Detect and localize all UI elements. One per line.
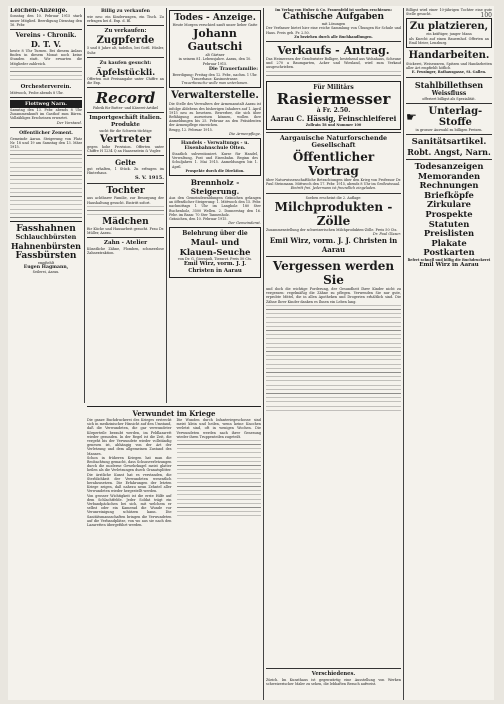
page-number: 100 [480,12,492,19]
belehrung-publisher: Emil Wirz, vorm. J. J. Christen in Aarau [183,261,247,275]
print-list-item: Briefköpfe [424,189,474,200]
zugpferde-text: 5 und 8 Jahre alt, tadellos, bei Gottl. Hüsler, Suhr. [87,46,164,55]
print-list-item: Rechnungen [419,180,479,191]
wirz-line: Emil Wirz, vorm. J. J. Christen in Aarau [269,236,398,255]
article-p1: Die ganze Buchdruckerei des Krieges erstreckt sich in medizinischer Hinsicht auf den Umstand, daß die Verwundeten, die gar verwundeter Körperteile beraubt werden, im Feldlazarett wieder gesunden. In der Regel ist die Zeit, die vergeht bis der Verwundete wieder vollständig genesen ist, abhängig von der Art der Verletzung und dem allgemeinen Zustand des Mannes. [87,418,172,456]
newspaper-page [8,6,494,700]
print-list-signature: Emil Wirz in Aarau [419,262,479,269]
rasier-price: à Fr. 2.50. [316,106,351,114]
column-1 [10,8,82,698]
fasshahnen-4: Fassbürsten [15,250,77,261]
print-list-item: Preislisten [423,228,475,239]
billig-text: wie neu: ein Kinderwagen, ein Tisch. Zu erfragen bei d. Exp. d. Bl. [87,15,164,24]
orchester-title: Orchesterverein. [20,83,72,90]
verg-text: und doch die wichtige Forderung, der Gesundheit Ihrer Kinder nicht zu vergessen: regelmäßig die Zähne zu pflegen. Verwenden Sie nur gute, erprobte Mittel, die in allen Apotheken und Drogerien erhältlich sind. Die Zähne Ihrer Kinder danken es Ihnen ein Leben lang. [266,287,401,304]
print-list [406,162,492,258]
milch-title: Milchprodukten - Zölle [274,199,393,228]
column-rule [84,8,85,403]
unterlag-text: in grosser Auswahl zu billigen Preisen. [415,127,483,132]
print-list-item: Prospekte [425,209,473,219]
sanit-signature: Robt. Angst, Narn. [407,147,491,158]
print-list-note: liefert schnell und billig die Buchdruckerei [407,257,491,262]
todes-intro: Heute Morgen verschied sanft unser lieber Gatte [172,23,258,27]
natur-title: Aargauische Naturforschende Gesellschaft [279,133,388,150]
rasier-title: Rasiermesser [276,89,391,108]
print-list-item: Plakate [431,237,467,248]
rasier-box [266,81,401,130]
flotte-title: Flottweg Narn. [10,100,82,108]
oeff-text: über Naturwissenschaftliche Betrachtungen über den Krieg von Professor Dr. Paul Steinmann. Mittwoch den 17. Febr. 1915, abends 8 Uhr im Großratssaal. [266,178,401,187]
offen-title: Offentlicher Zement. [19,130,73,136]
column-rule [403,8,404,700]
trauer-note: Trauerbesuche wolle man unterlassen. [181,81,249,86]
platz-sub: ein kräftiger, junger Mann [426,32,472,37]
record-sub: Fabrik für Butter- und Käserei-Artikel [93,106,158,111]
print-list-item: Zirkulare [427,199,471,210]
vers-title: Verschiedenes. [311,671,356,677]
cath-sub: mit Lösungen [321,22,346,27]
stahl-text: offeriert billigst als Spezialität. [422,96,476,101]
belehrung-text: von Dr. G. Giovanoli, Tierarzt. Preis 50 Cts. [177,257,253,262]
oeff-note: Eintritt frei. Jedermann ist freundlich eingeladen. [290,186,377,191]
import-text: sucht für die Schweiz tüchtige [99,129,152,134]
billig-title: Billig zu verkaufen [101,9,150,14]
zahn-text: Künstliche Zähne, Plomben, schmerzlose Zahnextraktion. [87,247,164,256]
todes-title: Todes - Anzeige. [174,13,256,23]
article-body [87,418,261,527]
fasshahnen-2: Schlauchbürsten [15,233,77,242]
stahl-title: Stahlbillethsen [414,79,484,90]
vertreter-heading: Vertreter [100,133,151,145]
column-5 [406,8,492,698]
fasshahnen-6: Eugen Hagmann, [23,265,69,271]
record-logo: Record [95,89,156,108]
maedchen-text: für Küche und Hausarbeit gesucht. Frau Dr. Müller, Aarau. [87,226,164,236]
militaer-line: Für Militärs [313,83,354,91]
belehrung-title: Belehrung über die [182,230,248,238]
fasshahnen-7: Seilerei, Aarau. [32,270,60,275]
column-4 [266,8,401,698]
handel-note: Prospekte durch die Direktion. [185,168,245,173]
hand-signature: E. Feusinger, Rathausgasse, St. Gallen. [411,70,487,75]
article-verwundet [87,404,261,696]
trauer-title: Die Trauerfamilie: [208,65,258,72]
brenn-title: Brennholz - Steigerung. [190,178,240,197]
hand-text: Stickerei, Weisswaren, Spitzen und Handarbeiten aller Art empfiehlt höflich [406,62,492,71]
column-rule [263,8,264,700]
offen-text: Gemeinde Aarau. Steigerung von Platz Nr. 18 und 19 am Samstag den 13. März 1915. [10,136,82,150]
column-3 [169,8,261,403]
apfel-heading: Äpfelstückli. [95,66,156,77]
platz-box [406,18,492,48]
column-2 [87,8,164,403]
stahl-sub: Weissfluss [431,89,467,97]
milch-signature: Dr. Paul Glaser. [372,232,401,237]
kaufen-title: Zu kaufen gesucht: [99,59,152,66]
trauer-text: Beerdigung: Freitag den 12. Febr., nachm. 1 Uhr. Trauerhaus: Kasinostrasse. [172,72,258,82]
gelt-heading: Gelte [115,158,136,168]
hassig-addr: Zollrain 58 und Nummer 100 [305,122,362,127]
verlag-line: Im Verlag von Huber & Co. Frauenfeld ist soeben erschienen: [275,8,392,12]
oeff-title: Öffentlicher Vortrag [292,150,375,179]
verg-title: Vergessen werden Sie [272,259,395,288]
pointing-hand-icon: ☛ [406,109,417,124]
platz-title: Zu platzieren, [409,21,489,33]
zahn-title: Zahn - Atelier [103,240,148,247]
cath-text: Der Verfasser bietet hier eine reiche Sammlung von Übungen für Schule und Haus. Preis geb. Fr. 2.50. [266,26,401,35]
verkaufen-title: Zu verkaufen: [104,28,147,35]
handel-title: Handels - Verwaltungs - u. Eisenbahnschule Olten. [180,140,250,152]
print-list-item: Postkarten [423,247,475,258]
belehrung-box [169,227,261,278]
print-list-item: Todesanzeigen [414,161,484,172]
handel-text: Staatlich subventioniert. Kurse für Handel, Verwaltung, Post und Eisenbahn. Beginn des Schuljahres 1. Mai 1915. Anmeldungen bis 1. April. [172,152,258,169]
import-title: Importgeschäft italien. Produkte [89,115,162,129]
hassig-line: Aarau C. Hässig, Feinschleiferei [270,113,397,123]
brenn-text: Aus den Gemeindewaldungen Gränichen gelangen an öffentlicher Steigerung: 1. Mittwoch den 15. Febr. nachmittags 1 Uhr im Langholz: 180 Ster Buchenholz, 3500 Wellen. 2. Donnerstag den 16. Febr. im Bann: 70 Ster Tannenholz. [169,196,261,217]
verwalter-text: Die Stelle des Verwalters der Armenanstalt Aarau ist infolge Ablebens des bisherigen Inhabers auf 1. April 1915 neu zu besetzen. Bewerber, die sich über Befähigung ausweisen können, wollen ihre Anmeldungen bis 25. Februar an den Präsidenten der Armenpflege einreichen. [169,102,261,128]
todes-name: Johann Gautschi [187,27,243,54]
leichen-text: Sonntag den 10. Februar 1915 starb unser Mitglied. Beerdigung Dienstag den 16. Febr. [10,14,82,27]
verschiedenes-section [266,666,401,698]
brenn-signature: Der Gemeinderat. [228,221,261,226]
print-list-item: Memoranden [417,170,481,181]
tochter-heading: Tochter [106,186,145,197]
hand-title: Handarbeiten. [408,50,490,62]
belehrung-main: Maul- und Klauen-Seuche [179,237,251,258]
unterlag-ad [406,106,492,128]
flotte-signature: Der Vorstand. [56,120,82,125]
handel-box [169,138,261,176]
fasshahnen-3: Hahnenbürsten [10,240,81,251]
todes-role: alt Gärtner [205,53,225,58]
verwalter-title: Verwalterstelle. [171,90,259,102]
fasshahnen-1: Fasshahnen [16,224,76,235]
verwalter-signature: Die Armenpflege. [229,131,261,136]
dtv-text: heute 8 Uhr Turnen. Bei diesem Anlass finden in diesem Monat noch keine Stunden statt. Wir erwarten die Mitglieder zahlreich. [10,49,82,66]
print-list-item: Statuten [428,218,470,229]
column-rule [166,8,167,403]
verkauf-title: Verkaufs - Antrag. [277,44,390,58]
vers-text: Zürich. Im Kunsthaus ist gegenwärtig eine Ausstellung von Werken schweizerischer Maler zu sehen, die lebhaften Besuch aufweist. [266,678,401,687]
todes-box [169,10,261,88]
article-p3: Von grosser Wichtigkeit ist die erste Hilfe auf dem Schlachtfelde. Jeder Soldat trägt ein Verbandpäckchen bei sich, mit welchem er selbst oder ein Kamerad die Wunde vor Verunreinigung schützen kann. Die Sanitätsmannschaften bringen die Verwundeten auf die Verbandplätze, von wo aus sie nach den Lazaretten übergeführt werden. [87,493,172,528]
dtv-heading: D. T. V. [30,39,62,50]
vertreter-text: gegen hohe Provision. Offerten unter Chiffre H 1234 Q an Haasenstein & Vogler. [87,144,164,153]
milch-intro: Soeben erscheint die 2. Auflage: [305,195,362,200]
fasshahnen-5: empfiehlt [37,260,55,265]
leichen-title: Leichen-Anzeige. [10,8,68,14]
notice-text: Billigst wird einer 10-jährigen Tochter eine gute Stelle gesucht. [406,8,492,17]
maedchen-heading: Mädchen [102,216,149,227]
cath-title: Cathische Aufgaben [282,12,385,23]
fasshahnen-ad [10,224,82,274]
zugpferde-heading: Zugpferde [96,35,155,47]
cath-note: Zu beziehen durch alle Buchhandlungen. [294,34,373,39]
article-title: Verwundet im Kriege [132,409,216,418]
brenn-date: Gränichen, den 10. Februar 1915. [169,217,228,222]
sv-mark: S. V. 1915. [134,175,164,182]
article-p4: Die Wunden durch Infanteriegeschosse sind meist klein und heilen, wenn keine Knochen verletzt sind, oft in wenigen Wochen. Die Verwundeten werden nach ihrer Genesung wieder ihren Truppenteilen zugeteilt. [176,418,261,439]
verwalter-date: Brugg, 12. Februar 1915. [169,127,213,132]
apfel-text: Offerten mit Preisangabe unter Chiffre an die Exp. [87,76,164,86]
article-p2: Schon in früheren Kriegen hat man die Beobachtung gemacht, dass Schussverletzungen durch die moderne Gewehrkugel meist glatter heilen als die Verletzungen durch Granatsplitter. Die ärztliche Kunst hat es verstanden, die Sterblichkeit der Verwundeten wesentlich herabzusetzen. Die Erfahrungen der letzten Kriege zeigen, daß nahezu neun Zehntel aller Verwundeten wieder hergestellt werden. [87,455,172,494]
unterlag-title: Unterlag-Stoffe [428,105,483,128]
platz-text: als Knecht auf einen Bauernhof. Offerten an Emil Meier, Lenzburg. [409,36,489,45]
vereins-title: Vereins - Chronik. [15,32,77,40]
sanit-title: Sanitätsartikel. [411,137,487,148]
todes-text: in seinem 81. Lebensjahre. Aarau, den 10. Februar 1915. [178,57,252,66]
milch-text: Zusammenstellung der schweizerischen Milchprodukten-Zölle. Preis 50 Cts. [266,227,398,232]
verkauf-text: Das Heimwesen der Geschwister Bolliger, bestehend aus Wohnhaus, Scheune und 270 a Baumgarten, Acker und Wiesland, wird zum Verkauf ausgeschrieben. [266,57,401,70]
gelt-text: gut erhalten, 1 Stück. Zu erfragen im Hinterhaus. [87,167,164,176]
flotte-text: Samstag den 13. Febr. abends 8 Uhr Zusammenkunft im Gasthof zum Bären. Vollzähliges Erscheinen erwartet. [10,108,82,121]
orchester-text: Mittwoch, Probe abends 8 Uhr. [10,90,64,95]
tochter-text: aus achtbarer Familie, zur Besorgung der Haushaltung gesucht. Eintritt sofort. [87,196,164,205]
